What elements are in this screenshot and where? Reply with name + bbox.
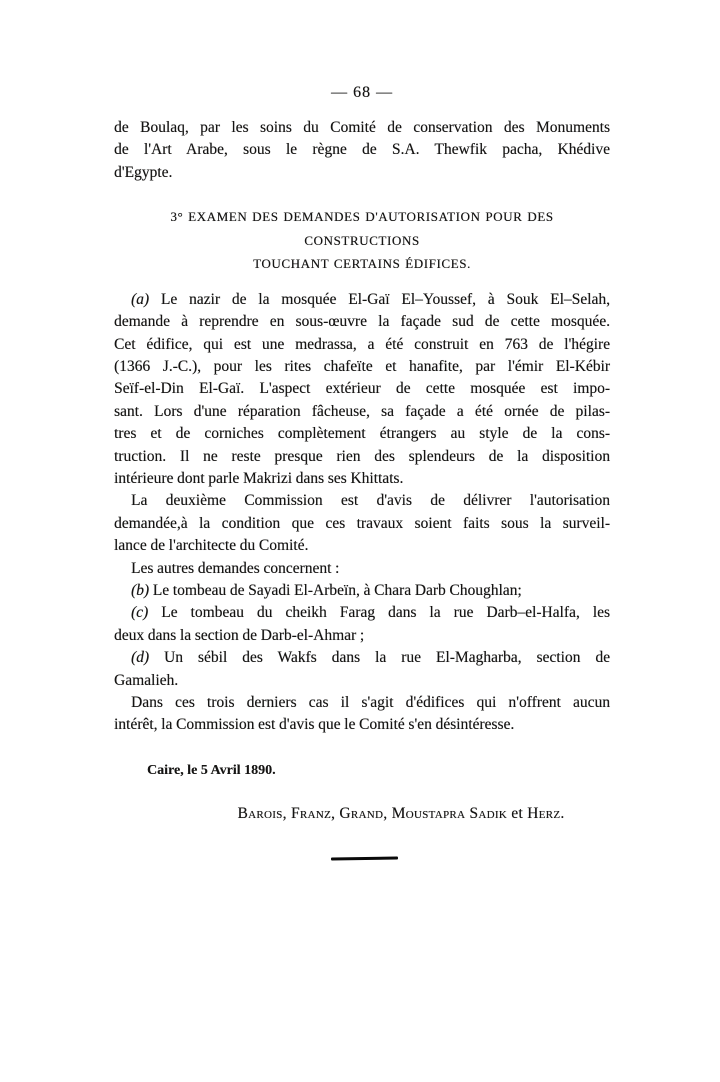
paragraph [114,602,610,647]
section-heading-line-2: TOUCHANT CERTAINS ÉDIFICES. [253,256,471,272]
section-body [114,289,610,737]
end-of-section-rule [331,857,398,861]
text-line: demandée,à la condition que ces travaux soient faits sous la surveil- [114,514,610,532]
section-heading [114,205,610,276]
paragraph [114,117,610,184]
text-line: demande à reprendre en sous-œuvre la façade sud de cette mosquée. [114,313,610,331]
text-line: lance de l'architecte du Comité. [114,537,309,555]
text-line: Cet édifice, qui est une medrassa, a été construit en 763 de l'hégire [114,335,610,353]
text-column [114,84,610,824]
text-line: Seïf-el-Din El-Gaï. L'aspect extérieur de cette mosquée est impo- [114,380,610,398]
dateline: Caire, le 5 Avril 1890. [147,762,276,778]
intro-paragraph-block [114,117,610,184]
list-item-marker: (a) [131,290,161,308]
text-line: intérieure dont parle Makrizi dans ses Khittats. [114,469,404,487]
text-line: (a) Le nazir de la mosquée El-Gaï El–Youssef, à Souk El–Selah, [131,290,610,308]
text-line: truction. Il ne reste presque rien des splendeurs de la disposition [114,447,610,465]
text-line: Les autres demandes concernent : [131,559,340,577]
text-line: d'Egypte. [114,163,173,181]
text-line: (d) Un sébil des Wakfs dans la rue El-Magharba, section de [131,649,611,667]
text-line: deux dans la section de Darb-el-Ahmar ; [114,626,365,644]
page-number: — 68 — [331,84,393,101]
text-line: intérêt, la Commission est d'avis que le Comité s'en désintéresse. [114,716,515,734]
list-item-marker: (c) [131,604,162,622]
paragraph [114,647,610,692]
text-line: La deuxième Commission est d'avis de délivrer l'autorisation [131,492,610,510]
paragraph [114,580,610,602]
text-line: (c) Le tombeau du cheikh Farag dans la rue Darb–el-Halfa, les [131,604,610,622]
list-item-marker: (d) [131,649,165,667]
paragraph [114,289,610,491]
text-line: sant. Lors d'une réparation fâcheuse, sa façade a été ornée de pilas- [114,402,610,420]
text-line: tres et de corniches complètement étrangers au style de la cons- [114,425,610,443]
text-line: (1366 J.-C.), pour les rites chafeïte et hanafite, par l'émir El-Kébir [114,357,610,375]
paragraph [114,558,610,580]
signature-connector: et [507,804,528,822]
text-line: (b) Le tombeau de Sayadi El-Arbeïn, à Chara Darb Choughlan; [131,582,522,599]
text-line: de Boulaq, par les soins du Comité de conservation des Monuments [114,119,610,136]
paragraph [114,692,610,737]
signature-names-1: Barois, Franz, Grand, Moustapra Sadik [237,804,508,822]
text-line: de l'Art Arabe, sous le règne de S.A. Thewfik pacha, Khédive [114,141,610,159]
list-item-marker: (b) [131,582,153,599]
signature-names-2: Herz. [527,804,565,822]
section-heading-line-1: 3° EXAMEN DES DEMANDES D'AUTORISATION POUR DES CONSTRUCTIONS [170,209,554,248]
text-line: Gamalieh. [114,671,179,689]
paragraph [114,490,610,557]
text-line: Dans ces trois derniers cas il s'agit d'édifices qui n'offrent aucun [131,694,610,712]
signature-line [114,803,610,824]
